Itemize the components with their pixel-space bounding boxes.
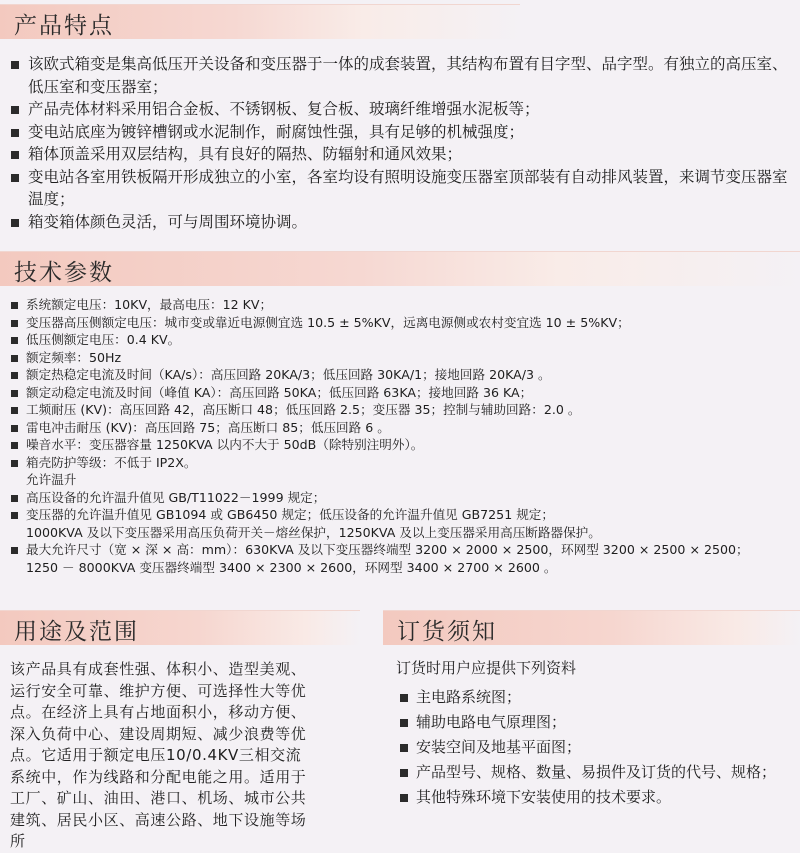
usage-line: 点。在经济上具有占地面积小，移动方便、 xyxy=(10,703,307,721)
tech-item-8: 雷电冲击耐压 (KV)：高压回路 75；高压断口 85；低压回路 6 。 xyxy=(26,419,390,435)
list-item xyxy=(10,314,795,332)
temp-item-1: 高压设备的允许温升值见 GB/T11022－1999 规定； xyxy=(26,489,326,505)
tech-item-4: 额定频率：50Hz xyxy=(26,349,122,365)
bullet-square-icon xyxy=(11,174,19,182)
order-item-3: 安装空间及地基平面图； xyxy=(416,738,582,756)
bullet-square-icon xyxy=(400,694,408,702)
bullet-square-icon xyxy=(11,495,18,502)
list-item xyxy=(10,419,795,437)
usage-paragraph xyxy=(10,659,370,853)
order-banner xyxy=(383,610,800,645)
tech-list xyxy=(10,296,795,576)
list-item xyxy=(10,436,795,454)
list-item xyxy=(10,541,795,559)
tech-item-7: 工频耐压 (KV)：高压回路 42，高压断口 48；低压回路 2.5；变压器 35；控制与辅助回路：2.0 。 xyxy=(26,402,581,417)
list-item xyxy=(396,760,796,785)
bullet-square-icon xyxy=(11,372,18,379)
bullet-square-icon xyxy=(11,129,19,137)
list-item xyxy=(10,143,790,166)
features-item-5: 变电站各室用铁板隔开形成独立的小室，各室均设有照明设施变压器室顶部装有自动排风装置，来调节变压器室温度； xyxy=(28,167,788,208)
bullet-square-icon xyxy=(11,547,18,554)
list-item xyxy=(10,489,795,507)
tech-item-9: 噪音水平：变压器容量 1250KVA 以内不大于 50dB（除特别注明外）。 xyxy=(26,437,424,452)
tech-banner xyxy=(0,251,800,286)
temp-item-2: 变压器的允许温升值见 GB1094 或 GB6450 规定；低压设备的允许温升值见 GB7251 规定； xyxy=(26,507,554,522)
features-item-4: 箱体顶盖采用双层结构，具有良好的隔热、防辐射和通风效果； xyxy=(28,145,463,163)
order-item-2: 辅助电路电气原理图； xyxy=(416,713,567,731)
bullet-square-icon xyxy=(11,61,19,69)
list-item xyxy=(10,53,790,98)
bullet-square-icon xyxy=(11,460,18,467)
tech-item-6: 额定动稳定电流及时间（峰值 KA）：高压回路 50KA；低压回路 63KA；接地回路 36 KA； xyxy=(26,384,533,400)
usage-title: 用途及范围 xyxy=(14,619,139,645)
usage-line: 所 xyxy=(10,832,26,850)
list-item xyxy=(10,296,795,314)
tech-item-1: 系统额定电压：10KV，最高电压：12 KV； xyxy=(26,297,273,312)
list-item xyxy=(10,331,795,349)
dim-note: 1250 － 8000KVA 变压器终端型 3400 × 2300 × 2600，环网型 3400 × 2700 × 2600 。 xyxy=(26,559,557,575)
bullet-square-icon xyxy=(11,390,18,397)
features-title: 产品特点 xyxy=(14,13,114,39)
features-banner xyxy=(0,4,520,39)
bullet-square-icon xyxy=(400,719,408,727)
bullet-square-icon xyxy=(11,442,18,449)
order-item-5: 其他特殊环境下安装使用的技术要求。 xyxy=(416,788,672,806)
bullet-square-icon xyxy=(11,337,18,344)
tech-title: 技术参数 xyxy=(14,260,114,286)
usage-line: 运行安全可靠、维护方便、可选择性大等优 xyxy=(10,681,307,700)
list-item xyxy=(10,98,790,121)
tech-item-3: 低压侧额定电压：0.4 KV。 xyxy=(26,332,181,347)
list-item xyxy=(10,454,795,472)
features-list xyxy=(10,53,790,233)
list-item xyxy=(10,166,790,211)
list-item xyxy=(396,685,796,710)
list-item xyxy=(10,121,790,144)
features-item-6: 箱变箱体颜色灵活，可与周围环境协调。 xyxy=(28,212,308,231)
temp-note: 1000KVA 及以下变压器采用高压负荷开关－熔丝保护，1250KVA 及以上变压器采用高压断路器保护。 xyxy=(26,524,601,540)
list-item xyxy=(10,349,795,367)
usage-line: 点。它适用于额定电压10/0.4KV三相交流 xyxy=(10,746,302,764)
list-item xyxy=(10,506,795,524)
bullet-square-icon xyxy=(11,219,19,227)
order-intro: 订货时用户应提供下列资料 xyxy=(396,659,577,677)
bullet-square-icon xyxy=(11,407,18,414)
temp-heading: 允许温升 xyxy=(26,472,77,487)
usage-line: 系统中，作为线路和分配电能之用。适用于 xyxy=(10,767,307,786)
list-item xyxy=(396,710,796,735)
order-title: 订货须知 xyxy=(397,619,497,645)
order-item-1: 主电路系统图； xyxy=(416,688,522,706)
features-item-3: 变电站底座为镀锌槽钢或水泥制作，耐腐蚀性强，具有足够的机械强度； xyxy=(28,122,525,141)
usage-line: 该产品具有成套性强、体积小、造型美观、 xyxy=(10,660,307,678)
bullet-square-icon xyxy=(400,769,408,777)
bullet-square-icon xyxy=(400,794,408,802)
list-item xyxy=(10,401,795,419)
bullet-square-icon xyxy=(11,355,18,362)
usage-line: 深入负荷中心、建设周期短、减少浪费等优 xyxy=(10,724,307,743)
list-item xyxy=(396,785,796,810)
tech-item-5: 额定热稳定电流及时间（KA/s）：高压回路 20KA/3；低压回路 30KA/1；接地回路 20KA/3 。 xyxy=(26,367,551,382)
features-item-2: 产品壳体材料采用铝合金板、不锈钢板、复合板、玻璃纤维增强水泥板等； xyxy=(28,100,540,118)
tech-item-2: 变压器高压侧额定电压：城市变或靠近电源侧宜选 10.5 ± 5%KV，远离电源侧或农村变宜选 10 ± 5%KV； xyxy=(26,314,630,330)
usage-line: 建筑、居民小区、高速公路、地下设施等场 xyxy=(10,810,307,829)
bullet-square-icon xyxy=(400,744,408,752)
list-item xyxy=(10,366,795,384)
features-item-1: 该欧式箱变是集高低压开关设备和变压器于一体的成套装置，其结构布置有目字型、品字型。有独立的高压室、低压室和变压器室； xyxy=(28,55,788,96)
usage-line: 工厂、矿山、油田、港口、机场、城市公共 xyxy=(10,789,307,807)
list-item xyxy=(10,211,790,234)
bullet-square-icon xyxy=(11,512,18,519)
usage-banner xyxy=(0,610,360,645)
list-item xyxy=(396,735,796,760)
tech-item-10: 箱壳防护等级：不低于 IP2X。 xyxy=(26,454,197,470)
bullet-square-icon xyxy=(11,151,19,159)
bullet-square-icon xyxy=(11,302,18,309)
order-block xyxy=(396,657,796,810)
order-item-4: 产品型号、规格、数量、易损件及订货的代号、规格； xyxy=(416,763,777,781)
bullet-square-icon xyxy=(11,425,18,432)
dim-item: 最大允许尺寸（宽 × 深 × 高：mm）：630KVA 及以下变压器终端型 3200 × 2000 × 2500，环网型 3200 × 2500 × 2500； xyxy=(26,542,749,557)
list-item xyxy=(10,384,795,402)
bullet-square-icon xyxy=(11,320,18,327)
bullet-square-icon xyxy=(11,106,19,114)
